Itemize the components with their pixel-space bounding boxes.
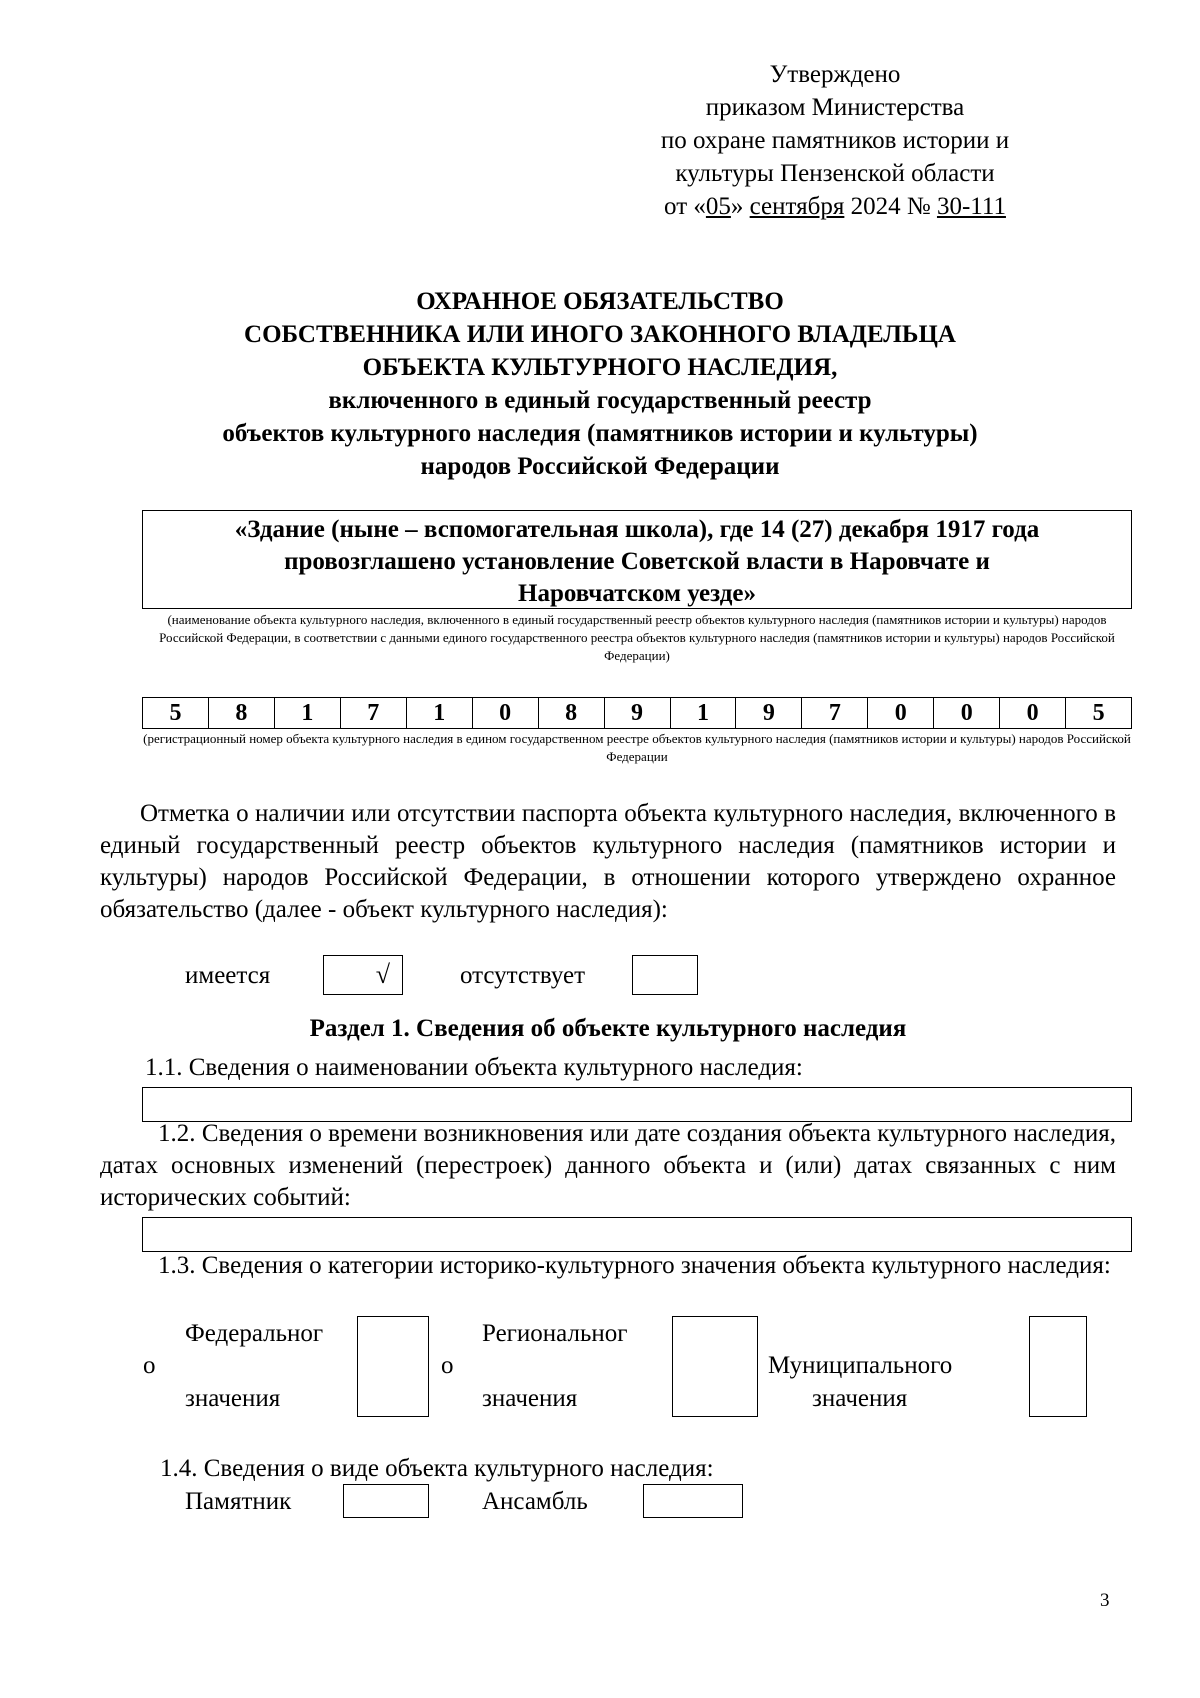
title-line-2: СОБСТВЕННИКА ИЛИ ИНОГО ЗАКОННОГО ВЛАДЕЛЬЦА: [244, 321, 956, 348]
section-1-2-field[interactable]: [142, 1217, 1132, 1252]
registration-digit: 0: [868, 698, 934, 728]
page-number: 3: [1100, 1590, 1110, 1611]
title-line-3: ОБЪЕКТА КУЛЬТУРНОГО НАСЛЕДИЯ,: [362, 354, 838, 381]
document-title: [140, 285, 1060, 483]
federal-checkbox[interactable]: [357, 1316, 429, 1417]
federal-label-b: о: [143, 1352, 156, 1379]
regional-checkbox[interactable]: [672, 1316, 758, 1417]
registration-digit: 5: [143, 698, 209, 728]
registration-digit: 7: [341, 698, 407, 728]
registration-digit: 9: [605, 698, 671, 728]
monument-label: Памятник: [185, 1488, 292, 1515]
registration-digit: 0: [1000, 698, 1066, 728]
object-name-caption: (наименование объекта культурного наследия, включенного в единый государственный реестр объектов культурного наследия (памятников истории и культуры) народов Российской Федерации, в соответствии с данными единого государственного реестра объектов культурного наследия (памятников истории и культуры) народов Российской Федерации): [159, 612, 1115, 663]
registration-number-grid: [142, 697, 1132, 729]
object-name-line-1: «Здание (ныне – вспомогательная школа), где 14 (27) декабря 1917 года: [234, 516, 1040, 543]
section-1-title: Раздел 1. Сведения об объекте культурного наследия: [309, 1015, 907, 1042]
ensemble-checkbox[interactable]: [643, 1484, 743, 1518]
passport-absent-checkbox[interactable]: [632, 955, 698, 995]
federal-label-c: значения: [185, 1385, 281, 1412]
monument-checkbox[interactable]: [343, 1484, 429, 1518]
title-line-1: ОХРАННОЕ ОБЯЗАТЕЛЬСТВО: [416, 288, 784, 315]
ensemble-label: Ансамбль: [482, 1488, 588, 1515]
section-1-3-label: 1.3. Сведения о категории историко-культурного значения объекта культурного наследия:: [158, 1252, 1111, 1279]
approval-line-1: Утверждено: [769, 61, 901, 88]
date-mid: »: [730, 193, 750, 220]
registration-digit: 1: [407, 698, 473, 728]
registration-digit: 1: [671, 698, 737, 728]
section-1-2-label: 1.2. Сведения о времени возникновения или дате создания объекта культурного наследия, датах основных изменений (перестроек) данного объекта и (или) датах связанных с ним исторических событий:: [100, 1120, 1116, 1211]
passport-has-checkbox[interactable]: √: [323, 955, 403, 995]
approval-block: [600, 58, 1070, 223]
regional-label-b: о: [441, 1352, 454, 1379]
regional-label-a: Региональног: [482, 1320, 628, 1347]
approval-line-3: по охране памятников истории и: [660, 127, 1010, 154]
object-name-box: [142, 510, 1132, 609]
federal-label-a: Федеральног: [185, 1320, 324, 1347]
section-1-1-field[interactable]: [142, 1087, 1132, 1122]
municipal-label-a: Муниципального: [768, 1352, 953, 1379]
regional-label-c: значения: [482, 1385, 578, 1412]
registration-digit: 7: [802, 698, 868, 728]
registration-digit: 1: [275, 698, 341, 728]
registration-digit: 8: [209, 698, 275, 728]
approval-line-2: приказом Министерства: [705, 94, 965, 121]
registration-digit: 0: [473, 698, 539, 728]
passport-paragraph: Отметка о наличии или отсутствии паспорта объекта культурного наследия, включенного в единый государственный реестр объектов культурного наследия (памятников истории и культуры) народов Российской Федерации, в отношении которого утверждено охранное обязательство (далее - объект культурного наследия):: [100, 800, 1116, 923]
registration-digit: 5: [1092, 699, 1105, 726]
title-line-6: народов Российской Федерации: [420, 453, 780, 480]
approval-day: 05: [705, 193, 731, 220]
approval-date-line: [600, 190, 1070, 223]
date-prefix: от «: [664, 193, 706, 220]
approval-year: 2024 №: [844, 193, 937, 220]
municipal-label-c: значения: [812, 1385, 908, 1412]
approval-line-4: культуры Пензенской области: [675, 160, 995, 187]
registration-digit: 9: [736, 698, 802, 728]
section-1-1-label: 1.1. Сведения о наименовании объекта культурного наследия:: [145, 1054, 803, 1081]
municipal-checkbox[interactable]: [1029, 1316, 1087, 1417]
object-name-line-2: провозглашено установление Советской власти в Наровчате и: [284, 548, 990, 575]
title-line-4: включенного в единый государственный реестр: [328, 387, 872, 414]
approval-number: 30-111: [936, 193, 1006, 220]
title-line-5: объектов культурного наследия (памятников истории и культуры): [222, 420, 978, 447]
registration-digit: 0: [934, 698, 1000, 728]
registration-digit: 8: [539, 698, 605, 728]
registration-caption: (регистрационный номер объекта культурного наследия в едином государственном реестре объектов культурного наследия (памятников истории и культуры) народов Российской Федерации: [143, 731, 1131, 764]
section-1-4-label: 1.4. Сведения о виде объекта культурного наследия:: [160, 1455, 714, 1482]
object-name-line-3: Наровчатском уезде»: [518, 580, 756, 607]
passport-absent-label: отсутствует: [460, 962, 586, 989]
approval-month: сентября: [749, 193, 845, 220]
passport-has-label: имеется: [185, 962, 271, 989]
